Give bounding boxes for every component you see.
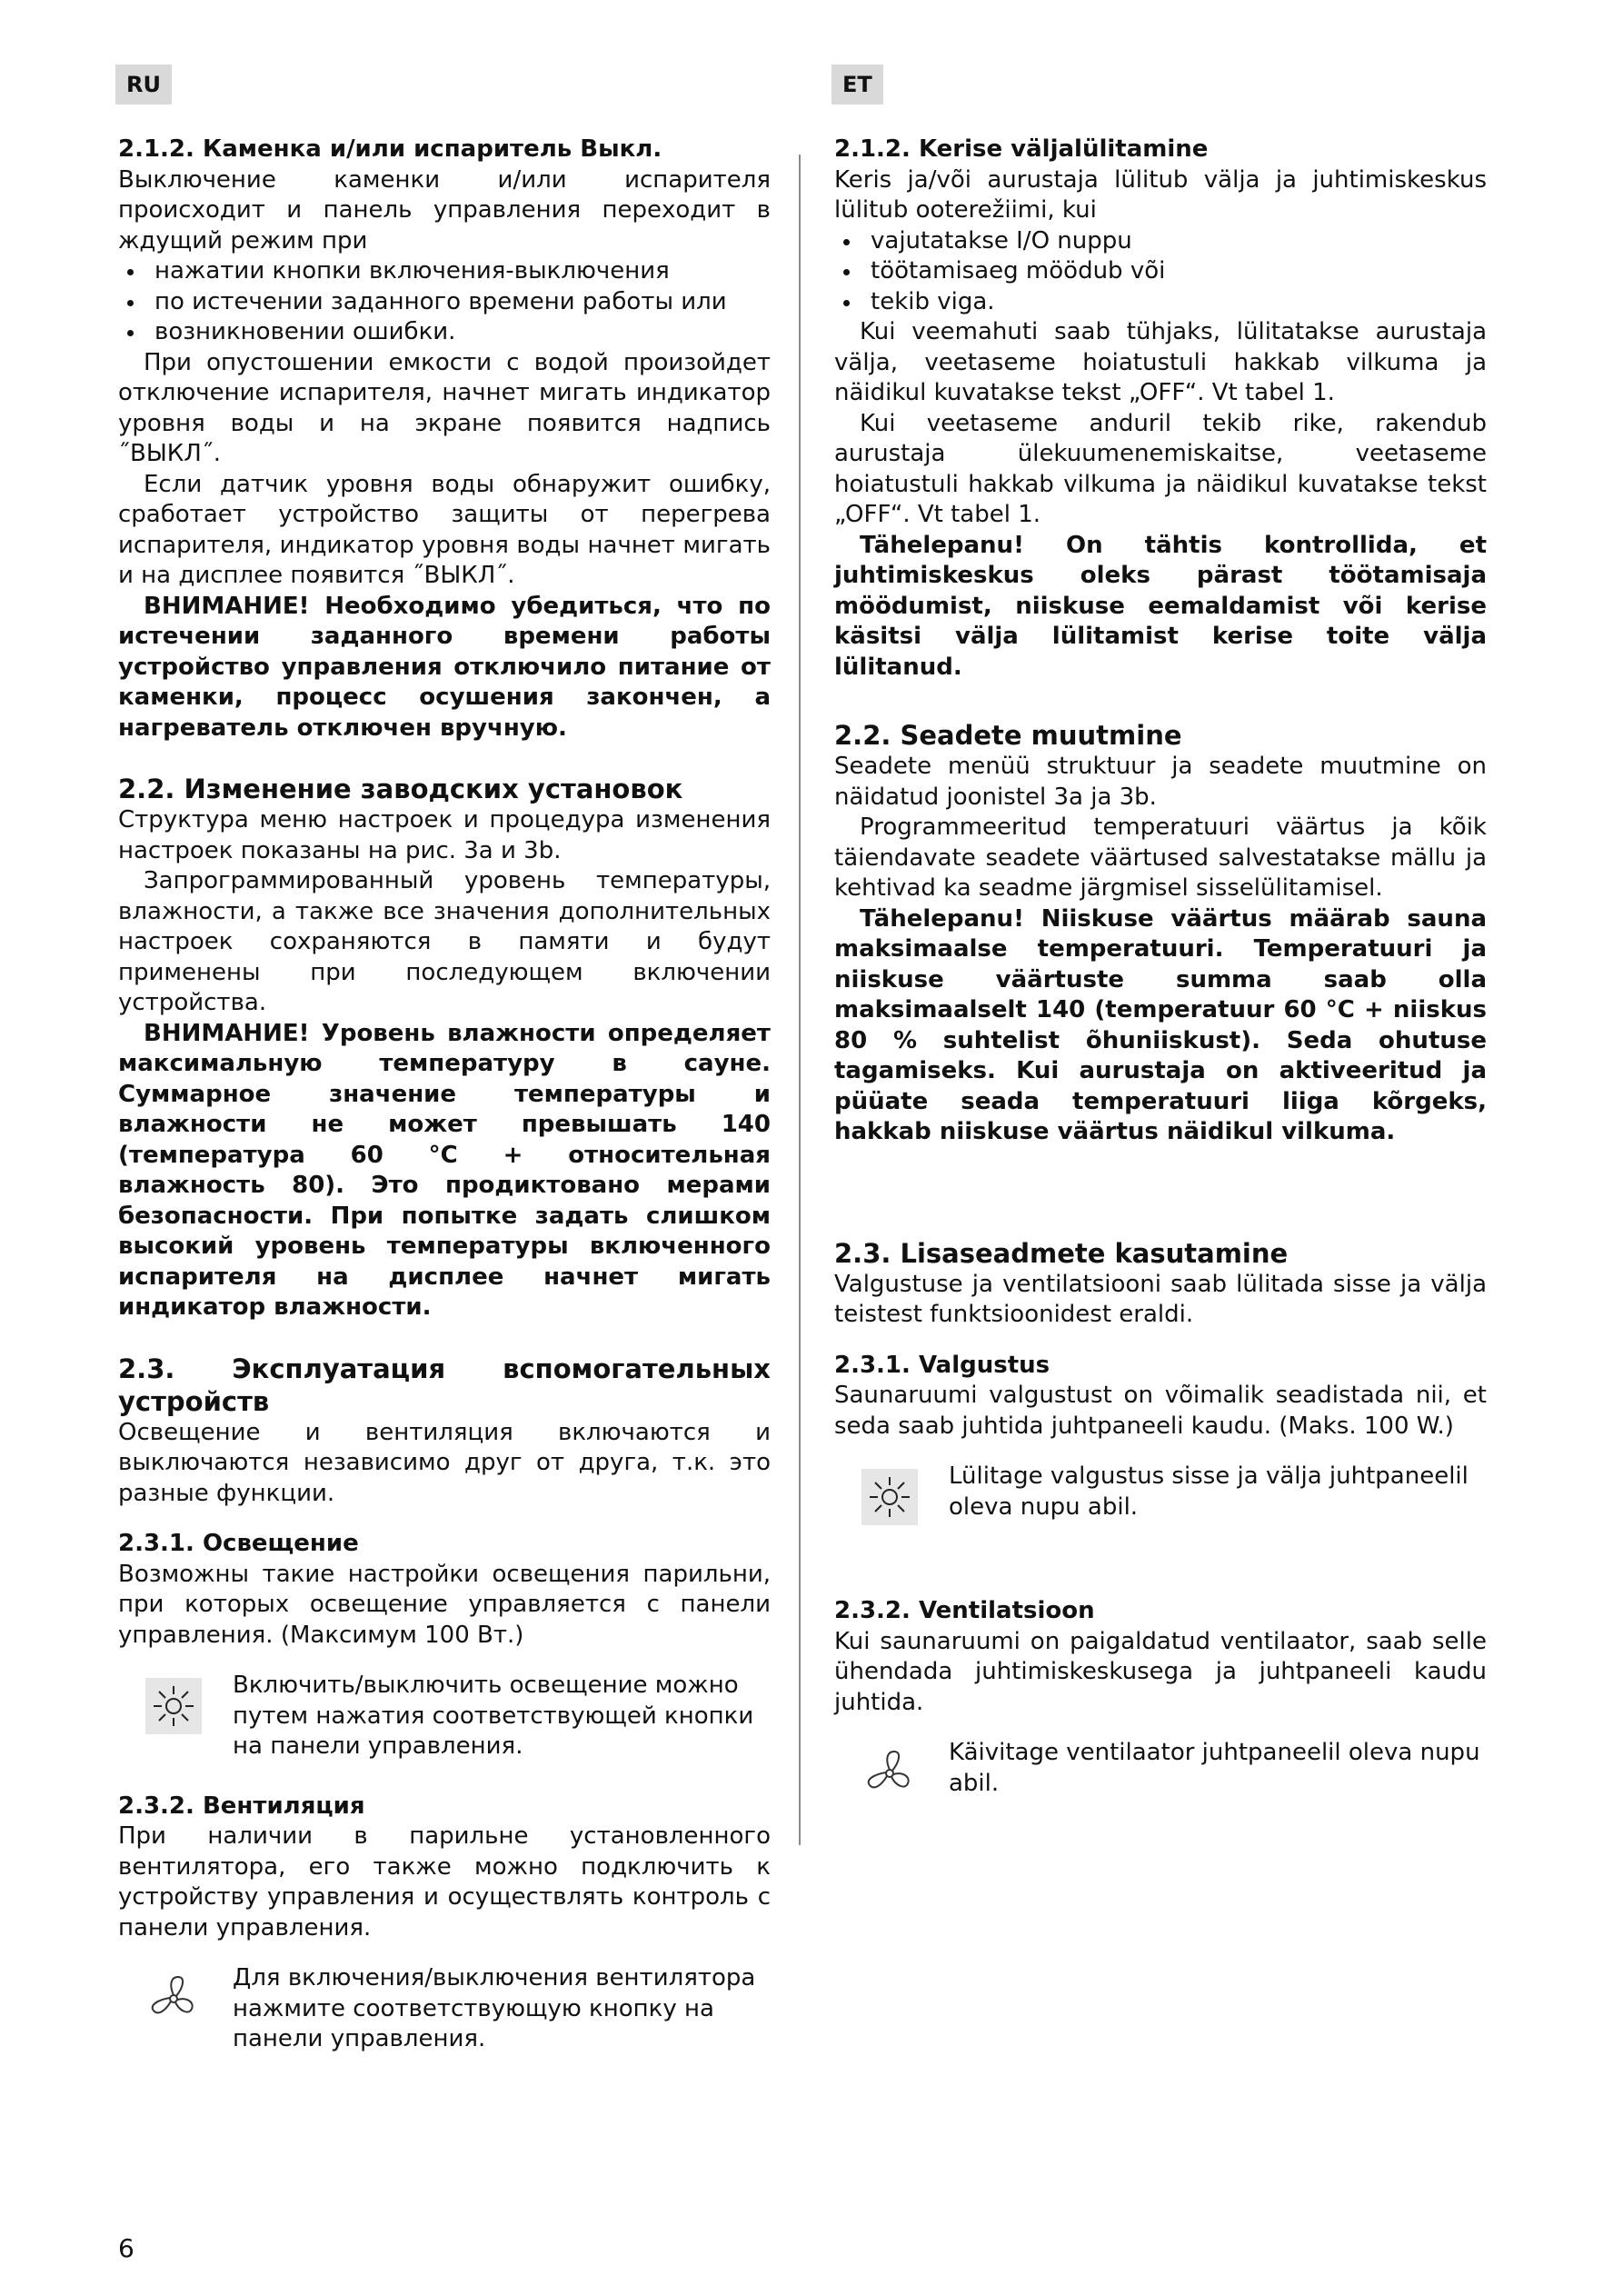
fan-icon-caption-ru: Для включения/выключения вентилятора нажмите соответствующую кнопку на панели управления. [233, 1964, 756, 2052]
section-2-2-title-ru: 2.2. Изменение заводских установок [118, 774, 683, 804]
light-icon [145, 1678, 202, 1734]
section-2-1-2-title-et: 2.1.2. Kerise väljalülitamine [834, 135, 1209, 163]
section-2-3-title-et: 2.3. Lisaseadmete kasutamine [834, 1237, 1289, 1269]
paragraph: Структура меню настроек и процедура изменения настроек показаны на рис. 3a и 3b. [118, 806, 771, 864]
section-2-1-2-intro-ru: Выключение каменки и/или испарителя происходит и панель управления переходит в ждущий режим при [118, 165, 771, 255]
paragraph: Seadete menüü struktuur ja seadete muutmine on näidatud joonistel 3a ja 3b. [834, 753, 1487, 811]
paragraph: Если датчик уровня воды обнаружит ошибку, сработает устройство защиты от перегрева испарителя, индикатор уровня воды начнет мигать и на дисплее появится ˝ВЫКЛ˝. [118, 470, 771, 589]
fan-icon [861, 1745, 918, 1802]
paragraph: Kui saunaruumi on paigaldatud ventilaator, saab selle ühendada juhtimiskeskusega ja juhtpaneeli kaudu juhtida. [834, 1627, 1487, 1716]
list-item: по истечении заданного времени работы или [118, 287, 771, 318]
list-item: töötamisaeg möödub või [834, 256, 1487, 287]
section-2-3-2-title-et: 2.3.2. Ventilatsioon [834, 1597, 1095, 1624]
paragraph: Освещение и вентиляция включаются и выключаются независимо друг от друга, т.к. это разные функции. [118, 1418, 771, 1507]
fan-icon-caption-et: Käivitage ventilaator juhtpaneelil oleva nupu abil. [949, 1739, 1480, 1797]
light-instruction-et [861, 1462, 1487, 1525]
light-icon-caption-et: Lülitage valgustus sisse ja välja juhtpaneelil oleva nupu abil. [949, 1462, 1469, 1521]
section-2-2-title-et: 2.2. Seadete muutmine [834, 720, 1182, 751]
paragraph: Kui veetaseme anduril tekib rike, rakendub aurustaja ülekuumenemiskaitse, veetaseme hoiatustuli hakkab vilkuma ja näidikul kuvatakse tekst „OFF“. Vt tabel 1. [834, 409, 1487, 528]
paragraph: Saunaruumi valgustust on võimalik seadistada nii, et seda saab juhtida juhtpaneeli kaudu. (Maks. 100 W.) [834, 1382, 1487, 1440]
section-2-3-1-title-et: 2.3.1. Valgustus [834, 1351, 1050, 1379]
column-divider [799, 155, 801, 1845]
paragraph: При опустошении емкости с водой произойдет отключение испарителя, начнет мигать индикатор уровня воды и на экране появится надпись ˝ВЫКЛ˝. [118, 348, 771, 467]
section-2-3-1-title-ru: 2.3.1. Освещение [118, 1530, 359, 1557]
page-number: 6 [118, 2233, 134, 2263]
fan-instruction-ru [145, 1963, 771, 2055]
light-icon [861, 1469, 918, 1525]
list-item: нажатии кнопки включения-выключения [118, 256, 771, 287]
section-2-3-title-ru: 2.3. Эксплуатация вспомогательных устройств [118, 1353, 771, 1417]
bullet-list-et [834, 226, 1487, 318]
fan-instruction-et [861, 1738, 1487, 1802]
paragraph: Programmeeritud temperatuuri väärtus ja kõik täiendavate seadete väärtused salvestatakse mällu ja kehtivad ka seadme järgmisel sisselülitamisel. [834, 814, 1487, 902]
list-item: tekib viga. [834, 287, 1487, 318]
light-instruction-ru [145, 1671, 771, 1762]
language-tag-ru: RU [115, 65, 172, 105]
column-et [834, 135, 1487, 1802]
paragraph: При наличии в парильне установленного вентилятора, его также можно подключить к устройству управления и осуществлять контроль с панели управления. [118, 1822, 771, 1942]
bullet-list-ru [118, 256, 771, 348]
list-item: vajutatakse I/O nuppu [834, 226, 1487, 257]
light-icon-caption-ru: Включить/выключить освещение можно путем нажатия соответствующей кнопки на панели управления. [233, 1672, 754, 1760]
paragraph: Запрограммированный уровень температуры, влажности, а также все значения дополнительных настроек сохраняются в памяти и будут применены при последующем включении устройства. [118, 867, 771, 1016]
warning-text-ru: ВНИМАНИЕ! Уровень влажности определяет максимальную температуру в сауне. Суммарное значение температуры и влажности не может превышать 140 (температура 60 °С + относительная влажность 80). Это продиктовано мерами безопасности. При попытке задать слишком высокий уровень температуры включенного испарителя на дисплее начнет мигать индикатор влажности. [118, 1019, 771, 1321]
paragraph: Kui veemahuti saab tühjaks, lülitatakse aurustaja välja, veetaseme hoiatustuli hakkab vilkuma ja näidikul kuvatakse tekst „OFF“. Vt tabel 1. [834, 318, 1487, 406]
section-2-1-2-intro-et: Keris ja/või aurustaja lülitub välja ja juhtimiskeskus lülitub ooterežiimi, kui [834, 165, 1487, 224]
language-tag-et: ET [831, 65, 883, 105]
column-ru [118, 135, 771, 2055]
paragraph: Valgustuse ja ventilatsiooni saab lülitada sisse ja välja teistest funktsioonidest eraldi. [834, 1270, 1487, 1328]
list-item: возникновении ошибки. [118, 317, 771, 348]
warning-text-ru: ВНИМАНИЕ! Необходимо убедиться, что по истечении заданного времени работы устройство управления отключило питание от каменки, процесс осушения закончен, а нагреватель отключен вручную. [118, 592, 771, 742]
warning-text-et: Tähelepanu! Niiskuse väärtus määrab sauna maksimaalse temperatuuri. Temperatuuri ja niiskuse väärtuste summa saab olla maksimaalselt 140 (temperatuur 60 °C + niiskus 80 % suhtelist õhuniiskust). Seda ohutuse tagamiseks. Kui aurustaja on aktiveeritud ja püüate seada temperatuuri liiga kõrgeks, hakkab niiskuse väärtus näidikul vilkuma. [834, 904, 1487, 1145]
warning-text-et: Tähelepanu! On tähtis kontrollida, et juhtimiskeskus oleks pärast töötamisaja möödumist, niiskuse eemaldamist või kerise käsitsi välja lülitamist kerise toite välja lülitanud. [834, 531, 1487, 681]
section-2-1-2-title-ru: 2.1.2. Каменка и/или испаритель Выкл. [118, 135, 662, 163]
paragraph: Возможны такие настройки освещения парильни, при которых освещение управляется с панели управления. (Максимум 100 Вт.) [118, 1560, 771, 1649]
fan-icon [145, 1971, 202, 2027]
section-2-3-2-title-ru: 2.3.2. Вентиляция [118, 1792, 365, 1820]
